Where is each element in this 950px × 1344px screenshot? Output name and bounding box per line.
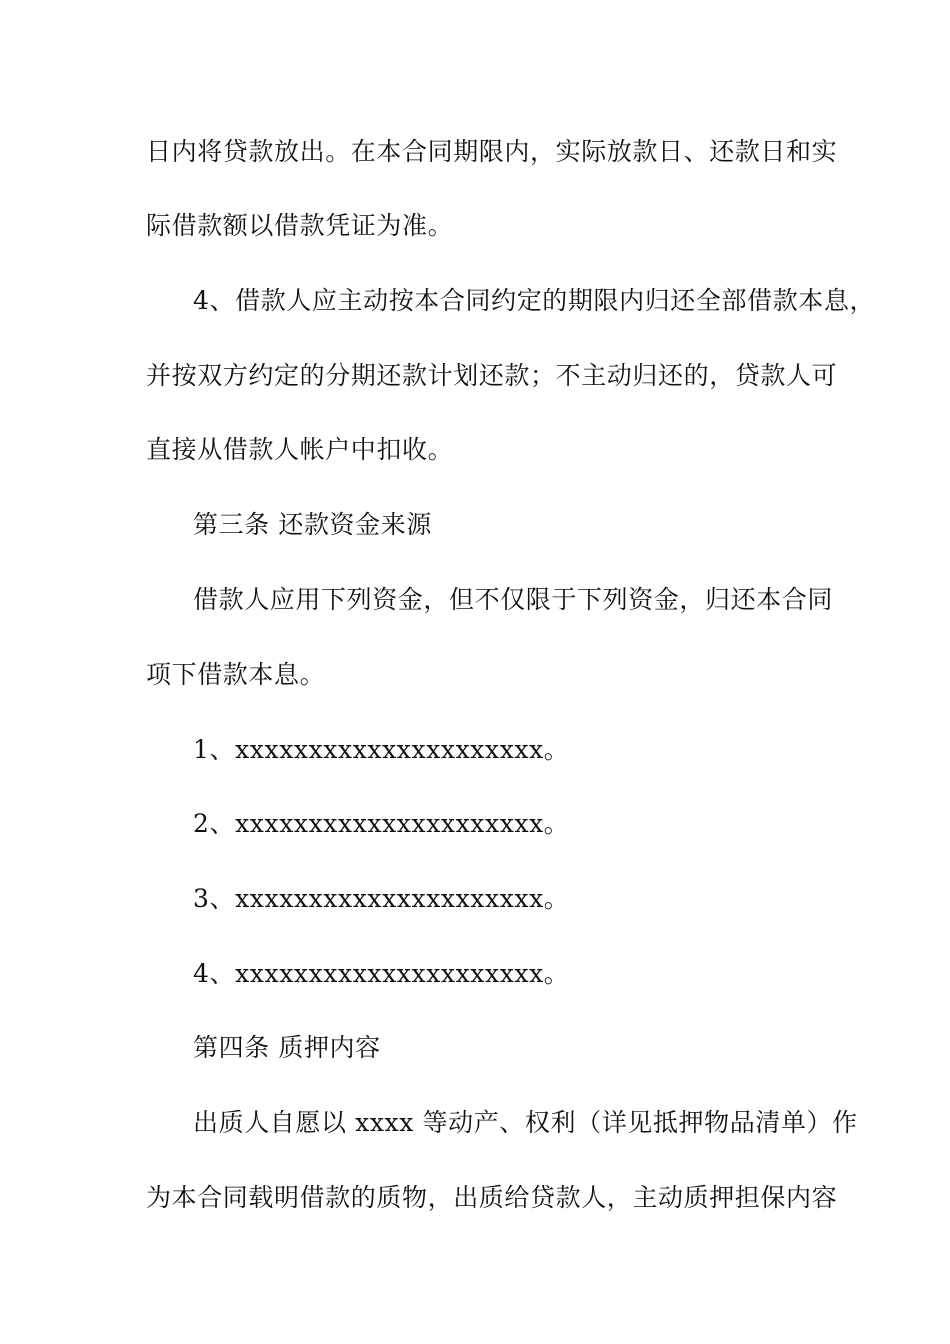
paragraph-line: 为本合同载明借款的质物，出质给贷款人，主动质押担保内容 xyxy=(146,1183,838,1212)
list-item: 3、xxxxxxxxxxxxxxxxxxxxx。 xyxy=(193,884,570,913)
list-item: 2、xxxxxxxxxxxxxxxxxxxxx。 xyxy=(193,809,570,838)
list-item: 1、xxxxxxxxxxxxxxxxxxxxx。 xyxy=(193,735,570,764)
paragraph-line: 际借款额以借款凭证为准。 xyxy=(146,211,454,240)
paragraph-line: 项下借款本息。 xyxy=(146,660,326,689)
section-heading: 第四条 质押内容 xyxy=(193,1033,381,1062)
paragraph-line: 直接从借款人帐户中扣收。 xyxy=(146,435,454,464)
list-item: 4、xxxxxxxxxxxxxxxxxxxxx。 xyxy=(193,959,570,988)
paragraph-line: 出质人自愿以 xxxx 等动产、权利（详见抵押物品清单）作 xyxy=(193,1108,858,1137)
paragraph-line: 日内将贷款放出。在本合同期限内，实际放款日、还款日和实 xyxy=(146,137,838,166)
paragraph-line: 4、借款人应主动按本合同约定的期限内归还全部借款本息， xyxy=(193,286,876,315)
paragraph-line: 并按双方约定的分期还款计划还款；不主动归还的，贷款人可 xyxy=(146,361,838,390)
section-heading: 第三条 还款资金来源 xyxy=(193,510,432,539)
paragraph-line: 借款人应用下列资金，但不仅限于下列资金，归还本合同 xyxy=(193,585,834,614)
